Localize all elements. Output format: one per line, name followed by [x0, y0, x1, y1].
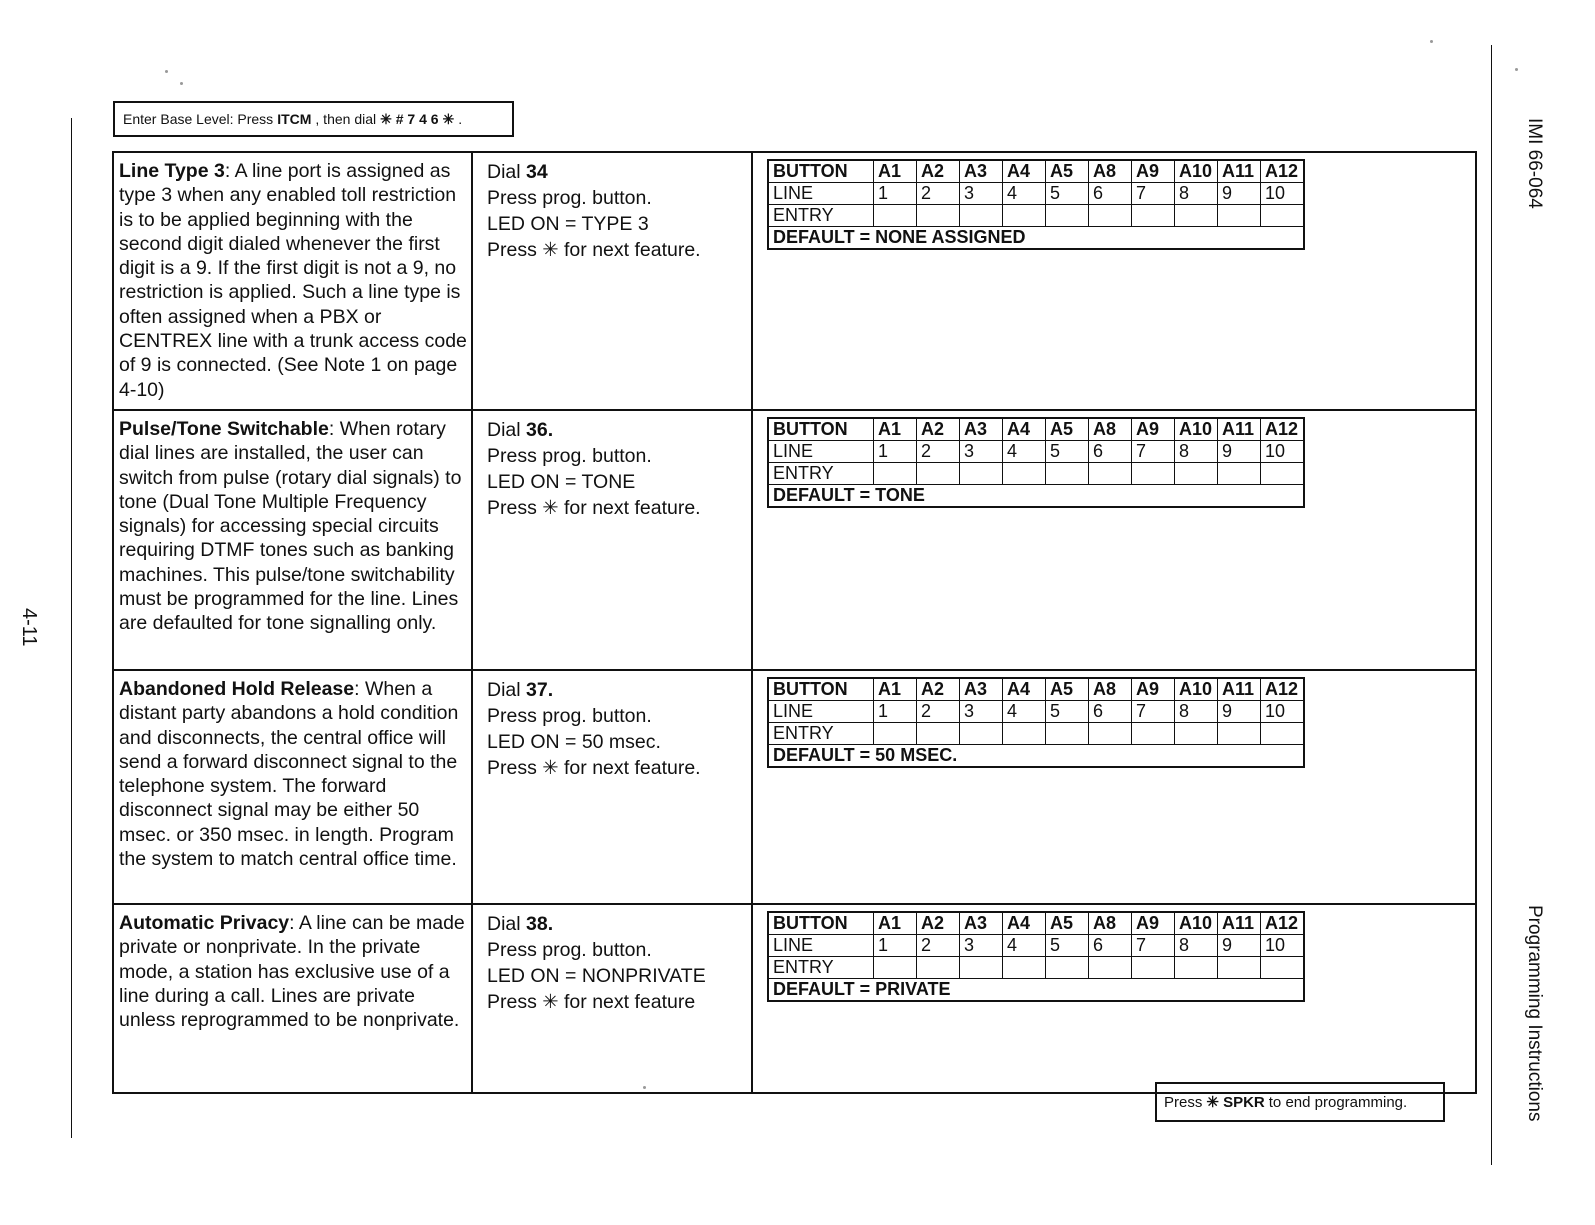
- button-cell: A3: [960, 418, 1003, 441]
- feature-instructions: [487, 677, 767, 781]
- button-cell: A11: [1218, 912, 1261, 935]
- column-divider: [471, 905, 473, 1094]
- default-row: [768, 485, 1304, 508]
- line-cell: 4: [1003, 935, 1046, 957]
- programming-grid: [767, 159, 1305, 250]
- button-cell: A11: [1218, 678, 1261, 701]
- line-cell: 7: [1132, 701, 1175, 723]
- line-label: LINE: [768, 183, 874, 205]
- entry-cell[interactable]: [960, 723, 1003, 745]
- button-cell: A3: [960, 678, 1003, 701]
- footer-suffix: to end programming.: [1268, 1093, 1408, 1111]
- header-prefix: Enter Base Level: Press: [123, 111, 274, 127]
- entry-cell[interactable]: [960, 205, 1003, 227]
- feature-term: Abandoned Hold Release: [119, 678, 355, 700]
- button-cell: A3: [960, 160, 1003, 183]
- button-label: BUTTON: [768, 160, 874, 183]
- entry-cell[interactable]: [1046, 723, 1089, 745]
- button-cell: A5: [1046, 912, 1089, 935]
- column-divider: [471, 153, 473, 409]
- step-next-feature: Press ✳ for next feature.: [487, 757, 701, 779]
- button-cell: A4: [1003, 912, 1046, 935]
- default-value: DEFAULT = TONE: [768, 485, 1304, 508]
- entry-cell[interactable]: [1089, 723, 1132, 745]
- right-margin-rule: [1491, 45, 1492, 1165]
- feature-term: Automatic Privacy: [119, 912, 290, 934]
- line-row: [768, 935, 1304, 957]
- line-cell: 8: [1175, 441, 1218, 463]
- entry-cell[interactable]: [960, 463, 1003, 485]
- button-cell: A9: [1132, 912, 1175, 935]
- button-row: [768, 678, 1304, 701]
- button-cell: A8: [1089, 160, 1132, 183]
- button-cell: A10: [1175, 418, 1218, 441]
- default-row: [768, 979, 1304, 1002]
- step-next-feature: Press ✳ for next feature.: [487, 239, 701, 261]
- entry-cell[interactable]: [1003, 957, 1046, 979]
- feature-row-abandoned-hold: [114, 671, 1475, 905]
- line-label: LINE: [768, 701, 874, 723]
- button-cell: A11: [1218, 418, 1261, 441]
- dial-label: Dial: [487, 161, 521, 183]
- default-row: [768, 745, 1304, 768]
- dial-label: Dial: [487, 679, 521, 701]
- feature-row-line-type-3: [114, 153, 1475, 411]
- entry-cell[interactable]: [917, 957, 960, 979]
- entry-cell[interactable]: [917, 723, 960, 745]
- button-cell: A2: [917, 160, 960, 183]
- step-press-button: Press prog. button.: [487, 445, 652, 467]
- line-cell: 1: [874, 935, 917, 957]
- step-press-button: Press prog. button.: [487, 939, 652, 961]
- button-cell: A12: [1261, 418, 1305, 441]
- entry-cell[interactable]: [874, 463, 917, 485]
- line-cell: 3: [960, 441, 1003, 463]
- entry-cell[interactable]: [1175, 463, 1218, 485]
- entry-cell[interactable]: [1003, 205, 1046, 227]
- feature-description: [119, 677, 469, 871]
- programming-grid: [767, 677, 1305, 768]
- line-cell: 4: [1003, 441, 1046, 463]
- step-next-feature: Press ✳ for next feature: [487, 991, 696, 1013]
- step-press-button: Press prog. button.: [487, 705, 652, 727]
- entry-label: ENTRY: [768, 957, 874, 979]
- entry-cell[interactable]: [1132, 957, 1175, 979]
- feature-term: Pulse/Tone Switchable: [119, 418, 329, 440]
- feature-text: : When rotary dial lines are installed, the user can switch from pulse (rotary dial signals) to tone (Dual Tone Multiple Frequency signals) for accessing special circuits requiring DTMF tones such as banking machines. This pulse/tone switchability must be programmed for the line. Lines are defaulted for tone signalling only.: [119, 418, 462, 635]
- feature-description: [119, 911, 469, 1032]
- button-cell: A9: [1132, 678, 1175, 701]
- button-cell: A4: [1003, 418, 1046, 441]
- entry-cell[interactable]: [1046, 205, 1089, 227]
- entry-cell[interactable]: [1089, 957, 1132, 979]
- line-cell: 7: [1132, 441, 1175, 463]
- feature-row-pulse-tone: [114, 411, 1475, 671]
- entry-cell[interactable]: [1132, 463, 1175, 485]
- line-cell: 5: [1046, 701, 1089, 723]
- feature-row-automatic-privacy: [114, 905, 1475, 1094]
- line-cell: 9: [1218, 935, 1261, 957]
- dial-code: ✳ # 7 4 6 ✳: [380, 110, 455, 127]
- line-cell: 1: [874, 441, 917, 463]
- line-cell: 10: [1261, 441, 1305, 463]
- line-cell: 4: [1003, 701, 1046, 723]
- line-row: [768, 701, 1304, 723]
- line-cell: 6: [1089, 183, 1132, 205]
- entry-label: ENTRY: [768, 463, 874, 485]
- line-cell: 4: [1003, 183, 1046, 205]
- column-divider: [471, 671, 473, 903]
- line-cell: 9: [1218, 701, 1261, 723]
- header-middle: , then dial: [315, 111, 377, 127]
- line-cell: 6: [1089, 441, 1132, 463]
- line-cell: 10: [1261, 701, 1305, 723]
- entry-cell[interactable]: [1046, 957, 1089, 979]
- button-row: [768, 418, 1304, 441]
- line-cell: 2: [917, 701, 960, 723]
- header-suffix: .: [458, 111, 463, 127]
- entry-row: [768, 723, 1304, 745]
- button-cell: A5: [1046, 160, 1089, 183]
- dial-label: Dial: [487, 419, 521, 441]
- entry-cell[interactable]: [874, 723, 917, 745]
- default-row: [768, 227, 1304, 250]
- feature-text: : When a distant party abandons a hold condition and disconnects, the central office will send a forward disconnect signal to the telephone system. The forward disconnect signal may be either 50 msec. or 350 msec. in length. Program the system to match central office time.: [119, 678, 459, 871]
- button-cell: A8: [1089, 678, 1132, 701]
- footer-prefix: Press: [1164, 1093, 1203, 1111]
- button-cell: A4: [1003, 160, 1046, 183]
- line-cell: 9: [1218, 441, 1261, 463]
- entry-cell[interactable]: [1132, 205, 1175, 227]
- button-cell: A5: [1046, 678, 1089, 701]
- feature-term: Line Type 3: [119, 160, 225, 182]
- line-cell: 6: [1089, 701, 1132, 723]
- button-cell: A4: [1003, 678, 1046, 701]
- button-cell: A8: [1089, 912, 1132, 935]
- entry-cell[interactable]: [917, 463, 960, 485]
- line-cell: 10: [1261, 183, 1305, 205]
- entry-cell[interactable]: [1261, 957, 1305, 979]
- entry-cell[interactable]: [1175, 957, 1218, 979]
- entry-cell[interactable]: [874, 205, 917, 227]
- line-cell: 1: [874, 183, 917, 205]
- feature-instructions: [487, 159, 767, 263]
- step-led-state: LED ON = TYPE 3: [487, 213, 649, 235]
- itcm-key: ITCM: [277, 111, 312, 127]
- feature-text: : A line can be made private or nonprivate. In the private mode, a station has exclusive use of a line during a call. Lines are private unless reprogrammed to be nonprivate.: [119, 912, 465, 1032]
- entry-cell[interactable]: [1218, 957, 1261, 979]
- line-cell: 2: [917, 183, 960, 205]
- entry-cell[interactable]: [1046, 463, 1089, 485]
- line-cell: 6: [1089, 935, 1132, 957]
- button-cell: A9: [1132, 418, 1175, 441]
- page-number: 4-11: [18, 608, 40, 647]
- spkr-key: ✳ SPKR: [1206, 1094, 1265, 1111]
- button-cell: A10: [1175, 160, 1218, 183]
- end-programming-instruction: [1155, 1082, 1445, 1122]
- button-cell: A1: [874, 418, 917, 441]
- entry-cell[interactable]: [1218, 723, 1261, 745]
- step-led-state: LED ON = 50 msec.: [487, 731, 661, 753]
- left-margin-rule: [71, 118, 72, 1138]
- feature-description: [119, 159, 469, 402]
- button-cell: A11: [1218, 160, 1261, 183]
- line-cell: 5: [1046, 441, 1089, 463]
- base-level-instruction: [113, 101, 514, 137]
- button-row: [768, 160, 1304, 183]
- entry-cell[interactable]: [1089, 205, 1132, 227]
- line-cell: 9: [1218, 183, 1261, 205]
- line-cell: 5: [1046, 183, 1089, 205]
- document-id: IMI 66-064: [1524, 118, 1545, 209]
- line-label: LINE: [768, 935, 874, 957]
- entry-cell[interactable]: [917, 205, 960, 227]
- entry-cell[interactable]: [1218, 205, 1261, 227]
- button-cell: A9: [1132, 160, 1175, 183]
- button-cell: A8: [1089, 418, 1132, 441]
- button-cell: A12: [1261, 160, 1305, 183]
- line-cell: 1: [874, 701, 917, 723]
- button-label: BUTTON: [768, 912, 874, 935]
- line-cell: 2: [917, 935, 960, 957]
- button-label: BUTTON: [768, 678, 874, 701]
- entry-cell[interactable]: [1089, 463, 1132, 485]
- line-row: [768, 441, 1304, 463]
- line-cell: 10: [1261, 935, 1305, 957]
- step-led-state: LED ON = TONE: [487, 471, 636, 493]
- line-cell: 3: [960, 935, 1003, 957]
- entry-cell[interactable]: [1003, 463, 1046, 485]
- dial-code: 37.: [526, 679, 554, 701]
- entry-cell[interactable]: [1261, 723, 1305, 745]
- entry-cell[interactable]: [1261, 463, 1305, 485]
- button-cell: A2: [917, 678, 960, 701]
- button-cell: A1: [874, 912, 917, 935]
- button-cell: A10: [1175, 912, 1218, 935]
- entry-cell[interactable]: [1175, 723, 1218, 745]
- default-value: DEFAULT = PRIVATE: [768, 979, 1304, 1002]
- line-row: [768, 183, 1304, 205]
- line-cell: 8: [1175, 701, 1218, 723]
- entry-row: [768, 957, 1304, 979]
- entry-cell[interactable]: [874, 957, 917, 979]
- feature-instructions: [487, 911, 767, 1015]
- entry-cell[interactable]: [1003, 723, 1046, 745]
- step-led-state: LED ON = NONPRIVATE: [487, 965, 706, 987]
- dial-code: 38.: [526, 913, 554, 935]
- button-cell: A1: [874, 678, 917, 701]
- button-cell: A3: [960, 912, 1003, 935]
- line-cell: 7: [1132, 183, 1175, 205]
- button-cell: A12: [1261, 912, 1305, 935]
- feature-text: : A line port is assigned as type 3 when any enabled toll restriction is to be applied beginning with the second digit dialed whenever the first digit is a 9. If the first digit is not a 9, no restriction is applied. Such a line type is often assigned when a PBX or CENTREX line with a trunk access code of 9 is connected. (See Note 1 on page 4-10): [119, 160, 467, 401]
- line-cell: 7: [1132, 935, 1175, 957]
- column-divider: [471, 411, 473, 669]
- entry-label: ENTRY: [768, 205, 874, 227]
- programming-grid: [767, 417, 1305, 508]
- dial-code: 36.: [526, 419, 554, 441]
- dial-label: Dial: [487, 913, 521, 935]
- line-cell: 3: [960, 701, 1003, 723]
- programming-grid: [767, 911, 1305, 1002]
- button-row: [768, 912, 1304, 935]
- feature-description: [119, 417, 469, 636]
- step-press-button: Press prog. button.: [487, 187, 652, 209]
- button-cell: A1: [874, 160, 917, 183]
- entry-cell[interactable]: [1261, 205, 1305, 227]
- button-label: BUTTON: [768, 418, 874, 441]
- step-next-feature: Press ✳ for next feature.: [487, 497, 701, 519]
- button-cell: A2: [917, 418, 960, 441]
- entry-cell[interactable]: [1175, 205, 1218, 227]
- default-value: DEFAULT = 50 MSEC.: [768, 745, 1304, 768]
- entry-cell[interactable]: [960, 957, 1003, 979]
- section-title: Programming Instructions: [1524, 905, 1545, 1122]
- button-cell: A10: [1175, 678, 1218, 701]
- line-cell: 5: [1046, 935, 1089, 957]
- entry-cell[interactable]: [1132, 723, 1175, 745]
- line-label: LINE: [768, 441, 874, 463]
- line-cell: 3: [960, 183, 1003, 205]
- feature-instructions: [487, 417, 767, 521]
- entry-row: [768, 205, 1304, 227]
- feature-table: [112, 151, 1477, 1094]
- button-cell: A12: [1261, 678, 1305, 701]
- line-cell: 8: [1175, 183, 1218, 205]
- button-cell: A2: [917, 912, 960, 935]
- entry-label: ENTRY: [768, 723, 874, 745]
- entry-cell[interactable]: [1218, 463, 1261, 485]
- entry-row: [768, 463, 1304, 485]
- default-value: DEFAULT = NONE ASSIGNED: [768, 227, 1304, 250]
- line-cell: 2: [917, 441, 960, 463]
- button-cell: A5: [1046, 418, 1089, 441]
- dial-code: 34: [526, 161, 548, 183]
- line-cell: 8: [1175, 935, 1218, 957]
